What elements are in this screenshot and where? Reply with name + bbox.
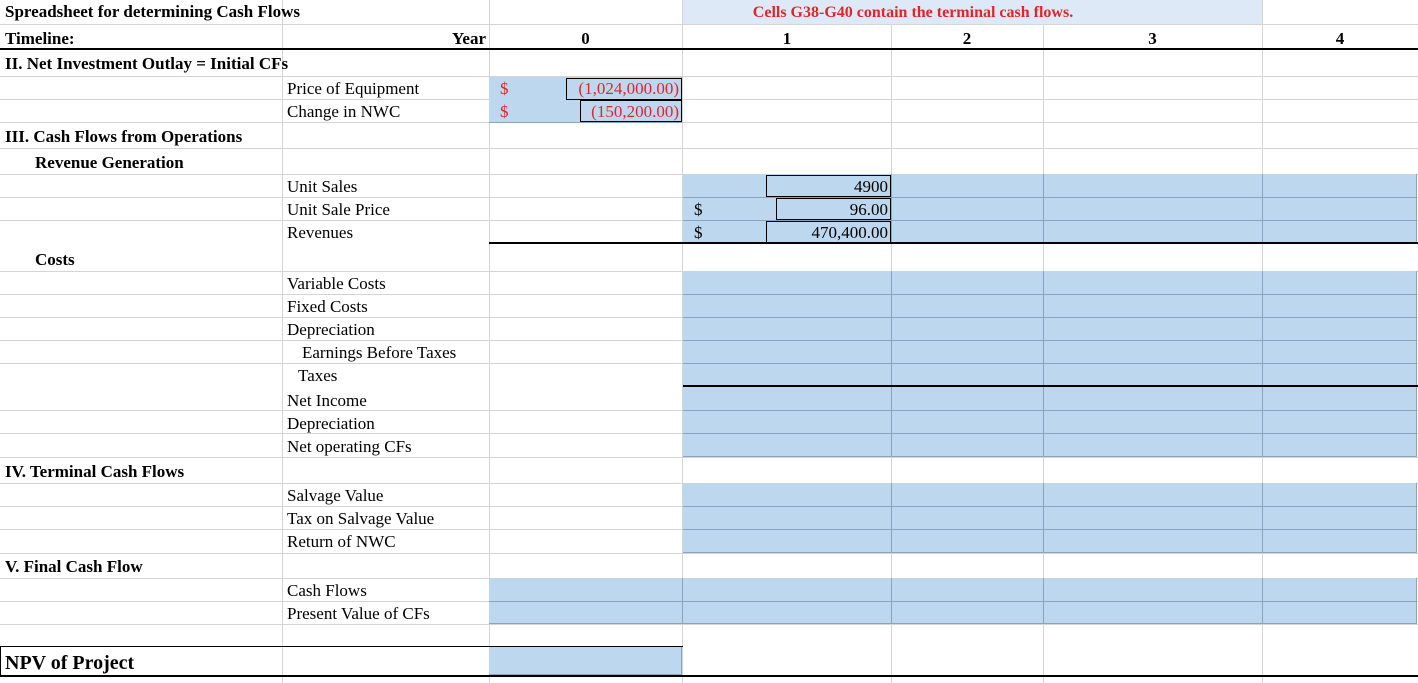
row-label-cash-flows: Cash Flows — [287, 581, 367, 600]
row-label-ebt: Earnings Before Taxes — [302, 343, 457, 362]
row-label-net-operating-cfs: Net operating CFs — [287, 437, 412, 456]
currency-symbol: $ — [694, 223, 703, 242]
cell-revenues[interactable]: 470,400.00 — [811, 223, 888, 242]
cell-change-nwc[interactable]: (150,200.00) — [591, 102, 679, 121]
npv-left-border — [0, 646, 1, 677]
section-net-investment: II. Net Investment Outlay = Initial CFs — [5, 54, 289, 73]
row-gridline — [0, 76, 1418, 77]
col-gridline — [1043, 483, 1044, 553]
col-gridline — [1262, 483, 1263, 553]
currency-symbol: $ — [694, 200, 703, 219]
npv-input-cell[interactable] — [489, 647, 682, 675]
row-gridline — [683, 529, 1417, 530]
col-gridline — [891, 483, 892, 553]
row-label-net-income: Net Income — [287, 391, 367, 410]
col-gridline — [1043, 174, 1044, 244]
row-gridline — [0, 457, 1418, 458]
row-label-variable-costs: Variable Costs — [287, 274, 386, 293]
cell-unit-sales[interactable]: 4900 — [854, 177, 888, 196]
row-label-return-nwc: Return of NWC — [287, 532, 396, 551]
row-label-taxes: Taxes — [298, 366, 338, 385]
npv-top-border — [0, 646, 683, 647]
section-terminal: IV. Terminal Cash Flows — [5, 462, 185, 481]
row-label-revenues: Revenues — [287, 223, 354, 242]
row-gridline — [683, 294, 1417, 295]
col-gridline — [1262, 174, 1263, 244]
taxes-bottom-border — [683, 385, 1418, 387]
col-gridline — [1043, 271, 1044, 457]
row-label-change-nwc: Change in NWC — [287, 102, 401, 121]
row-gridline — [0, 148, 1418, 149]
row-gridline — [683, 506, 1417, 507]
row-gridline — [0, 24, 1418, 25]
col-gridline — [282, 0, 283, 683]
currency-symbol: $ — [500, 102, 509, 121]
sheet-title: Spreadsheet for determining Cash Flows — [5, 2, 300, 21]
terminal-input-cells[interactable] — [683, 483, 1417, 553]
row-label-unit-price: Unit Sale Price — [287, 200, 390, 219]
revenue-bottom-border — [489, 242, 1418, 244]
year-4-header: 4 — [1335, 29, 1345, 48]
cell-price-equipment[interactable]: (1,024,000.00) — [578, 79, 679, 98]
row-gridline — [683, 317, 1417, 318]
row-gridline — [0, 553, 1418, 554]
terminal-cf-note: Cells G38-G40 contain the terminal cash flows. — [752, 4, 1074, 21]
row-label-salvage-value: Salvage Value — [287, 486, 384, 505]
row-label-depreciation: Depreciation — [287, 320, 375, 339]
row-label-pv-cfs: Present Value of CFs — [287, 604, 430, 623]
col-gridline — [1262, 271, 1263, 457]
row-gridline — [683, 363, 1417, 364]
row-label-unit-sales: Unit Sales — [287, 177, 358, 196]
row-gridline — [0, 122, 1418, 123]
section-costs: Costs — [35, 250, 75, 269]
year-0-header: 0 — [581, 29, 590, 48]
row-label-price-equipment: Price of Equipment — [287, 79, 420, 98]
year-label: Year — [452, 29, 486, 48]
row-gridline — [683, 410, 1417, 411]
row-label-tax-salvage: Tax on Salvage Value — [287, 509, 435, 528]
row-gridline — [0, 99, 1418, 100]
cost-input-cells[interactable] — [683, 271, 1417, 457]
section-operations: III. Cash Flows from Operations — [5, 127, 243, 146]
npv-bottom-border — [0, 675, 1418, 677]
section-final: V. Final Cash Flow — [5, 557, 143, 576]
col-gridline — [891, 174, 892, 244]
row-gridline — [489, 601, 1417, 602]
npv-label: NPV of Project — [5, 652, 135, 674]
year-2-header: 2 — [962, 29, 972, 48]
row-gridline — [683, 340, 1417, 341]
section-revenue-generation: Revenue Generation — [35, 153, 184, 172]
currency-symbol: $ — [500, 79, 509, 98]
row-gridline — [683, 433, 1417, 434]
col-gridline — [891, 271, 892, 457]
timeline-label: Timeline: — [5, 29, 75, 48]
row-gridline — [0, 624, 1418, 625]
row-label-depreciation-2: Depreciation — [287, 414, 375, 433]
row-label-fixed-costs: Fixed Costs — [287, 297, 368, 316]
cell-unit-price[interactable]: 96.00 — [849, 200, 888, 219]
year-3-header: 3 — [1148, 29, 1157, 48]
year-1-header: 1 — [782, 29, 792, 48]
